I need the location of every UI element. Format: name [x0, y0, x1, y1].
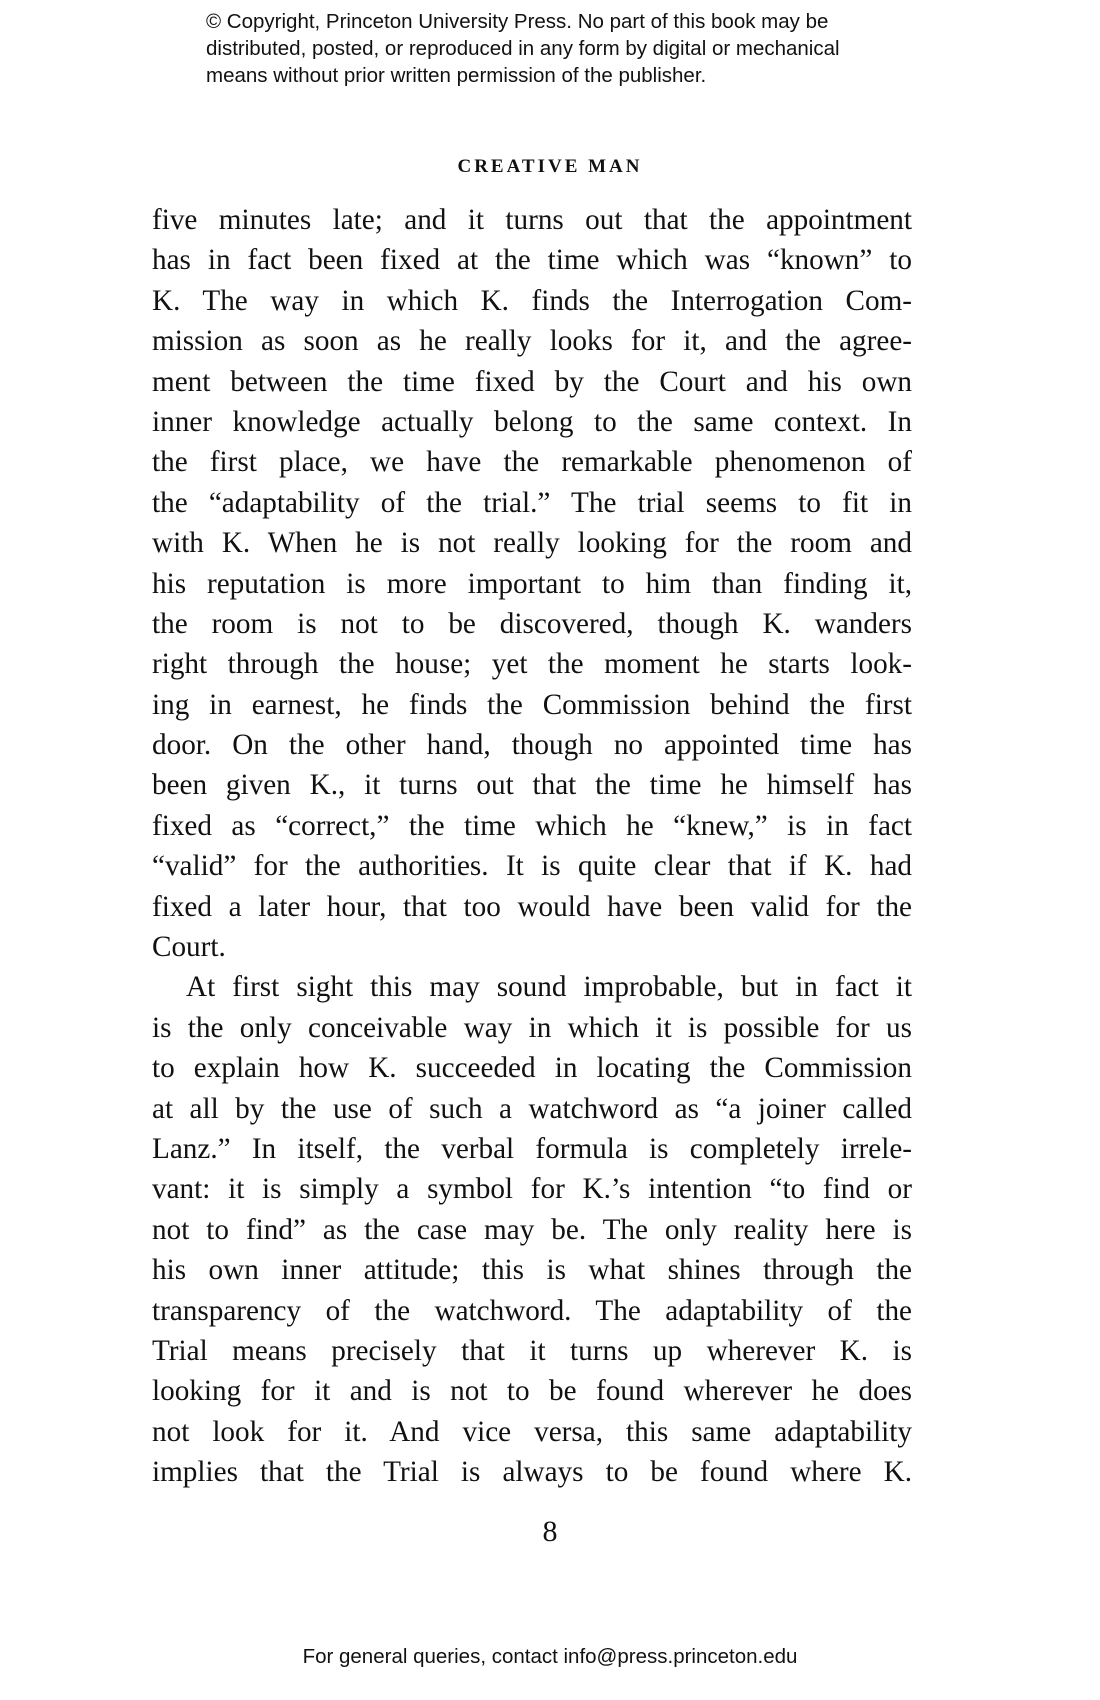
text-line: ment between the time fixed by the Court and his own	[152, 365, 912, 398]
text-line: “valid” for the authorities. It is quite clear that if K. had	[152, 850, 912, 883]
text-line: implies that the Trial is always to be found where K.	[152, 1456, 912, 1489]
text-line: five minutes late; and it turns out that the appointment	[152, 204, 912, 236]
copyright-notice	[206, 8, 926, 89]
text-line: fixed as “correct,” the time which he “knew,” is in fact	[152, 809, 912, 842]
text-line: door. On the other hand, though no appointed time has	[152, 729, 912, 762]
text-line: ing in earnest, he finds the Commission behind the first	[152, 688, 912, 721]
text-line: his reputation is more important to him than finding it,	[152, 567, 912, 600]
text-line: looking for it and is not to be found wherever he does	[152, 1375, 912, 1408]
text-line: inner knowledge actually belong to the same context. In	[152, 405, 912, 438]
text-line: mission as soon as he really looks for it, and the agree-	[152, 325, 912, 358]
copyright-line: means without prior written permission of the publisher.	[206, 64, 707, 87]
paragraph-1	[152, 200, 912, 967]
text-line: fixed a later hour, that too would have been valid for the	[152, 890, 912, 923]
text-line: transparency of the watchword. The adaptability of the	[152, 1294, 912, 1327]
text-line: K. The way in which K. finds the Interrogation Com-	[152, 284, 912, 317]
text-line: with K. When he is not really looking for the room and	[152, 527, 912, 560]
running-head: CREATIVE MAN	[457, 156, 643, 177]
text-line: to explain how K. succeeded in locating the Commission	[152, 1052, 912, 1085]
text-line: At first sight this may sound improbable, but in fact it	[186, 971, 912, 1004]
text-line: Trial means precisely that it turns up wherever K. is	[152, 1334, 912, 1367]
paragraph-2	[152, 967, 912, 1492]
text-line: not to find” as the case may be. The only reality here is	[152, 1213, 912, 1246]
copyright-line: © Copyright, Princeton University Press. No part of this book may be	[206, 10, 829, 33]
text-line: right through the house; yet the moment he starts look-	[152, 648, 912, 681]
text-line: Court.	[152, 931, 226, 964]
copyright-line: distributed, posted, or reproduced in any form by digital or mechanical	[206, 37, 840, 60]
text-line: has in fact been fixed at the time which was “known” to	[152, 244, 912, 277]
footer-contact: For general queries, contact info@press.princeton.edu	[302, 1645, 798, 1668]
text-line: is the only conceivable way in which it is possible for us	[152, 1011, 912, 1044]
page-number: 8	[542, 1515, 558, 1548]
text-line: not look for it. And vice versa, this same adaptability	[152, 1415, 912, 1448]
text-line: the “adaptability of the trial.” The trial seems to fit in	[152, 486, 912, 519]
text-line: his own inner attitude; this is what shines through the	[152, 1254, 912, 1287]
text-line: vant: it is simply a symbol for K.’s intention “to find or	[152, 1173, 912, 1206]
text-line: the first place, we have the remarkable phenomenon of	[152, 446, 912, 479]
text-line: the room is not to be discovered, though K. wanders	[152, 607, 912, 640]
text-line: Lanz.” In itself, the verbal formula is completely irrele-	[152, 1132, 912, 1165]
text-line: at all by the use of such a watchword as “a joiner called	[152, 1092, 912, 1125]
text-line: been given K., it turns out that the time he himself has	[152, 769, 912, 802]
body-text	[152, 200, 912, 1493]
